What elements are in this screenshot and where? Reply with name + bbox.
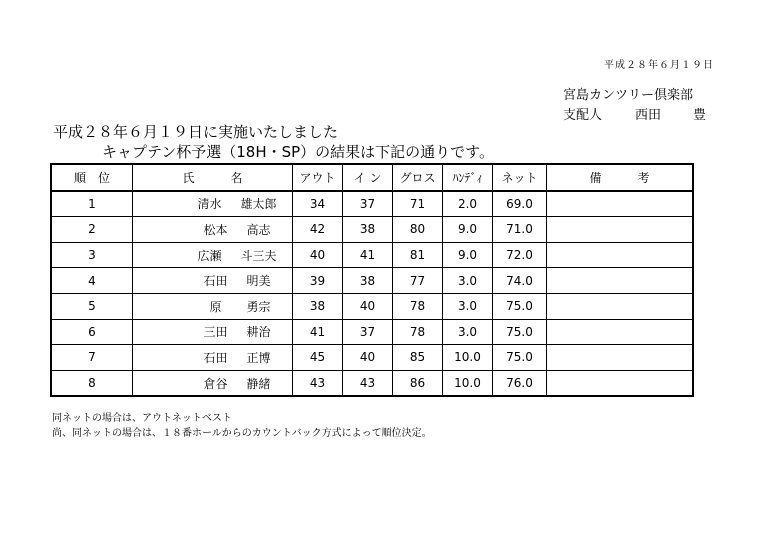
out-cell: 40 — [293, 242, 343, 268]
announcement-title-line1: 平成２８年６月１９日に実施いたしました — [53, 123, 339, 141]
out-cell: 38 — [293, 293, 343, 319]
family-name: 倉谷 — [203, 376, 228, 391]
family-name: 松本 — [203, 222, 228, 237]
notes — [52, 411, 432, 441]
rank-cell: 2 — [51, 217, 133, 243]
name-cell — [133, 268, 293, 294]
in-cell: 41 — [343, 242, 393, 268]
table-row — [51, 370, 693, 396]
net-cell: 76.0 — [493, 370, 547, 396]
club-block — [563, 86, 706, 126]
table-row — [51, 319, 693, 345]
col-header-handicap: ﾊﾝﾃﾞｨ — [443, 164, 493, 191]
announcement-title-line2: キャプテン杯予選（18H・SP）の結果は下記の通りです。 — [102, 143, 494, 161]
net-cell: 75.0 — [493, 293, 547, 319]
family-name: 三田 — [203, 325, 228, 340]
family-name: 石田 — [203, 350, 228, 365]
handicap-cell: 2.0 — [443, 191, 493, 217]
rank-cell: 4 — [51, 268, 133, 294]
rank-cell: 1 — [51, 191, 133, 217]
name-cell — [133, 319, 293, 345]
manager-line — [563, 106, 706, 126]
in-cell: 38 — [343, 217, 393, 243]
table-row — [51, 191, 693, 217]
family-name: 石田 — [203, 274, 228, 289]
in-cell: 43 — [343, 370, 393, 396]
net-cell: 71.0 — [493, 217, 547, 243]
given-name: 勇宗 — [246, 299, 271, 314]
net-cell: 75.0 — [493, 345, 547, 371]
given-name: 正博 — [246, 350, 271, 365]
col-header-in: イ ン — [343, 164, 393, 191]
table-row — [51, 217, 693, 243]
family-name: 原 — [209, 299, 222, 314]
handicap-cell: 10.0 — [443, 345, 493, 371]
handicap-cell: 3.0 — [443, 268, 493, 294]
given-name: 静緒 — [246, 376, 271, 391]
remarks-cell — [547, 268, 694, 294]
in-cell: 40 — [343, 293, 393, 319]
gross-cell: 78 — [393, 319, 443, 345]
col-header-net: ネット — [493, 164, 547, 191]
gross-cell: 81 — [393, 242, 443, 268]
club-name: 宮島カンツリー倶楽部 — [563, 88, 694, 103]
gross-cell: 85 — [393, 345, 443, 371]
table-row — [51, 268, 693, 294]
given-name: 明美 — [246, 274, 271, 289]
given-name: 雄太郎 — [240, 197, 277, 212]
col-header-remarks: 備 考 — [547, 164, 694, 191]
given-name: 耕治 — [246, 325, 271, 340]
gross-cell: 86 — [393, 370, 443, 396]
handicap-cell: 10.0 — [443, 370, 493, 396]
given-name: 高志 — [246, 222, 271, 237]
gross-cell: 77 — [393, 268, 443, 294]
col-header-gross: グロス — [393, 164, 443, 191]
gross-cell: 71 — [393, 191, 443, 217]
rank-cell: 6 — [51, 319, 133, 345]
col-header-out: アウト — [293, 164, 343, 191]
family-name: 広瀬 — [197, 248, 222, 263]
gross-cell: 78 — [393, 293, 443, 319]
name-cell — [133, 217, 293, 243]
table-row — [51, 293, 693, 319]
net-cell: 75.0 — [493, 319, 547, 345]
net-cell: 72.0 — [493, 242, 547, 268]
remarks-cell — [547, 217, 694, 243]
rank-cell: 7 — [51, 345, 133, 371]
name-cell — [133, 191, 293, 217]
net-cell: 69.0 — [493, 191, 547, 217]
family-name: 清水 — [197, 197, 222, 212]
gross-cell: 80 — [393, 217, 443, 243]
table-header-row — [51, 164, 693, 191]
manager-family-name: 西田 — [635, 108, 662, 123]
rank-cell: 8 — [51, 370, 133, 396]
results-body — [51, 191, 693, 397]
out-cell: 45 — [293, 345, 343, 371]
manager-role: 支配人 — [563, 108, 603, 123]
name-cell — [133, 370, 293, 396]
name-cell — [133, 293, 293, 319]
manager-given-name: 豊 — [693, 108, 707, 123]
col-header-name: 氏 名 — [133, 164, 293, 191]
note-line-1: 同ネットの場合は、アウトネットベスト — [52, 413, 232, 424]
name-cell — [133, 345, 293, 371]
in-cell: 40 — [343, 345, 393, 371]
given-name: 斗三夫 — [240, 248, 277, 263]
rank-cell: 5 — [51, 293, 133, 319]
handicap-cell: 3.0 — [443, 319, 493, 345]
remarks-cell — [547, 319, 694, 345]
in-cell: 37 — [343, 191, 393, 217]
handicap-cell: 9.0 — [443, 242, 493, 268]
date-line: 平成２８年６月１９日 — [604, 60, 714, 71]
in-cell: 37 — [343, 319, 393, 345]
table-row — [51, 345, 693, 371]
handicap-cell: 3.0 — [443, 293, 493, 319]
out-cell: 34 — [293, 191, 343, 217]
table-row — [51, 242, 693, 268]
remarks-cell — [547, 293, 694, 319]
out-cell: 42 — [293, 217, 343, 243]
remarks-cell — [547, 191, 694, 217]
net-cell: 74.0 — [493, 268, 547, 294]
handicap-cell: 9.0 — [443, 217, 493, 243]
remarks-cell — [547, 242, 694, 268]
col-header-rank: 順 位 — [51, 164, 133, 191]
in-cell: 38 — [343, 268, 393, 294]
rank-cell: 3 — [51, 242, 133, 268]
name-cell — [133, 242, 293, 268]
results-table — [50, 163, 694, 397]
note-line-2: 尚、同ネットの場合は、１８番ホールからのカウントバック方式によって順位決定。 — [52, 428, 432, 439]
remarks-cell — [547, 370, 694, 396]
out-cell: 41 — [293, 319, 343, 345]
out-cell: 43 — [293, 370, 343, 396]
remarks-cell — [547, 345, 694, 371]
out-cell: 39 — [293, 268, 343, 294]
